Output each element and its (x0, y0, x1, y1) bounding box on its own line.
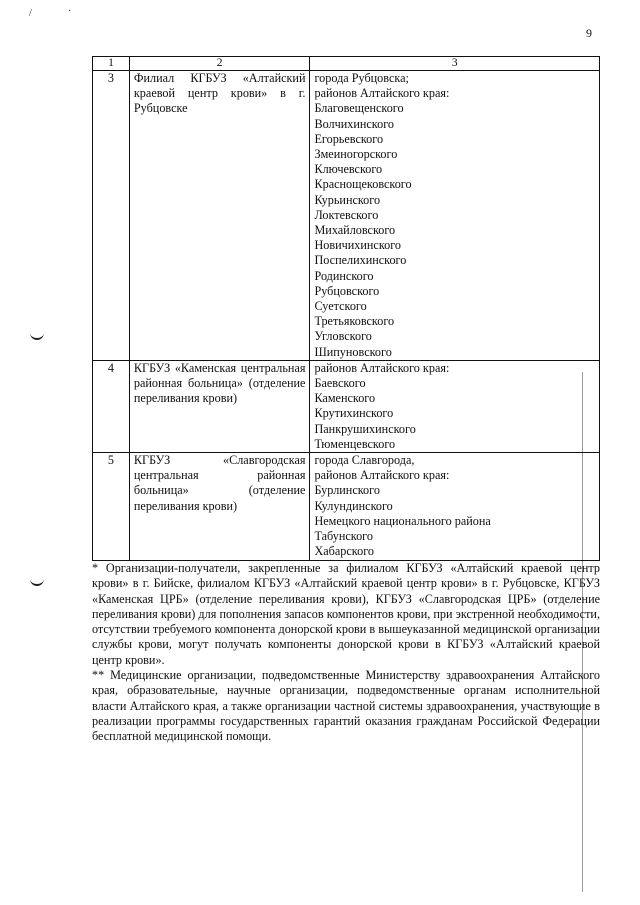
area-item: районов Алтайского края: (314, 468, 450, 483)
area-item: Рубцовского (314, 283, 380, 298)
row-number: 3 (93, 71, 130, 361)
area-item: районов Алтайского края: (314, 86, 450, 101)
area-item: Ключевского (314, 162, 383, 177)
table-row (93, 453, 600, 560)
organization-name: Филиал КГБУЗ «Алтайский краевой центр крови» в г. Рубцовске (129, 71, 310, 361)
organization-name: КГБУЗ «Славгородская центральная районная больница» (отделение переливания крови) (129, 453, 310, 560)
area-item: Локтевского (314, 207, 379, 222)
header-col-1: 1 (93, 57, 130, 71)
area-item: Крутихинского (314, 406, 394, 421)
table-row (93, 360, 600, 452)
area-item: районов Алтайского края: (314, 360, 450, 375)
area-item: Баевского (314, 376, 366, 391)
served-areas (310, 453, 600, 560)
area-item: Поспелихинского (314, 253, 407, 268)
area-item: Родинского (314, 268, 374, 283)
organization-name: КГБУЗ «Каменская центральная районная больница» (отделение переливания крови) (129, 360, 310, 452)
row-number: 4 (93, 360, 130, 452)
area-item: Шипуновского (314, 344, 392, 359)
binder-hole-mark-bottom (30, 578, 44, 586)
area-item: Змеиногорского (314, 147, 398, 162)
table-header-row (93, 57, 600, 71)
header-col-3: 3 (310, 57, 600, 71)
area-item: города Славгорода, (314, 453, 415, 468)
area-item: Угловского (314, 329, 372, 344)
area-item: Благовещенского (314, 101, 404, 116)
area-item: Тюменцевского (314, 436, 396, 451)
footnote-single-asterisk: * Организации-получатели, закрепленные за филиалом КГБУЗ «Алтайский краевой центр крови» в г. Бийске, филиалом КГБУЗ «Алтайский краевой центр крови» в г. Рубцовске, КГБУЗ «Каменская ЦРБ» (отделение переливания крови), КГБУЗ «Славгородская ЦРБ» (отделение переливания крови) для пополнения запасов компонентов крови, при экстренной необходимости, отсутствии требуемого компонента донорской крови в вышеуказанной медицинской организации службы крови, могут получать компоненты донорской крови в КГБУЗ «Алтайский краевой центр крови». (92, 561, 600, 667)
area-item: Краснощековского (314, 177, 412, 192)
scan-artifact-dot: · (68, 6, 72, 17)
footnote-double-asterisk: ** Медицинские организации, подведомственные Министерству здравоохранения Алтайского края, образовательные, научные организации, подведомственные органам исполнительной власти Алтайского края, а также организации частной системы здравоохранения, участвующие в реализации программы государственных гарантий оказания гражданам Российской Федерации бесплатной медицинской помощи. (92, 668, 600, 744)
blood-service-assignment-table (92, 56, 600, 561)
binder-hole-mark-top (30, 332, 44, 340)
scan-artifact-mark: / (29, 8, 32, 19)
area-item: Табунского (314, 529, 373, 544)
area-item: Волчихинского (314, 116, 394, 131)
area-item: Кулундинского (314, 498, 393, 513)
area-item: Суетского (314, 299, 367, 314)
area-item: Курьинского (314, 192, 381, 207)
footnotes (92, 561, 600, 745)
area-item: Панкрушихинского (314, 421, 416, 436)
area-item: Каменского (314, 391, 376, 406)
area-item: Третьяковского (314, 314, 395, 329)
area-item: Бурлинского (314, 483, 380, 498)
table-row (93, 71, 600, 361)
page-number: 9 (586, 26, 592, 40)
area-item: города Рубцовска; (314, 71, 409, 85)
area-item: Немецкого национального района (314, 513, 491, 528)
served-areas (310, 71, 600, 361)
row-number: 5 (93, 453, 130, 560)
area-item: Хабарского (314, 544, 374, 559)
area-item: Новичихинского (314, 238, 402, 253)
area-item: Егорьевского (314, 131, 384, 146)
served-areas (310, 360, 600, 452)
header-col-2: 2 (129, 57, 310, 71)
area-item: Михайловского (314, 223, 396, 238)
